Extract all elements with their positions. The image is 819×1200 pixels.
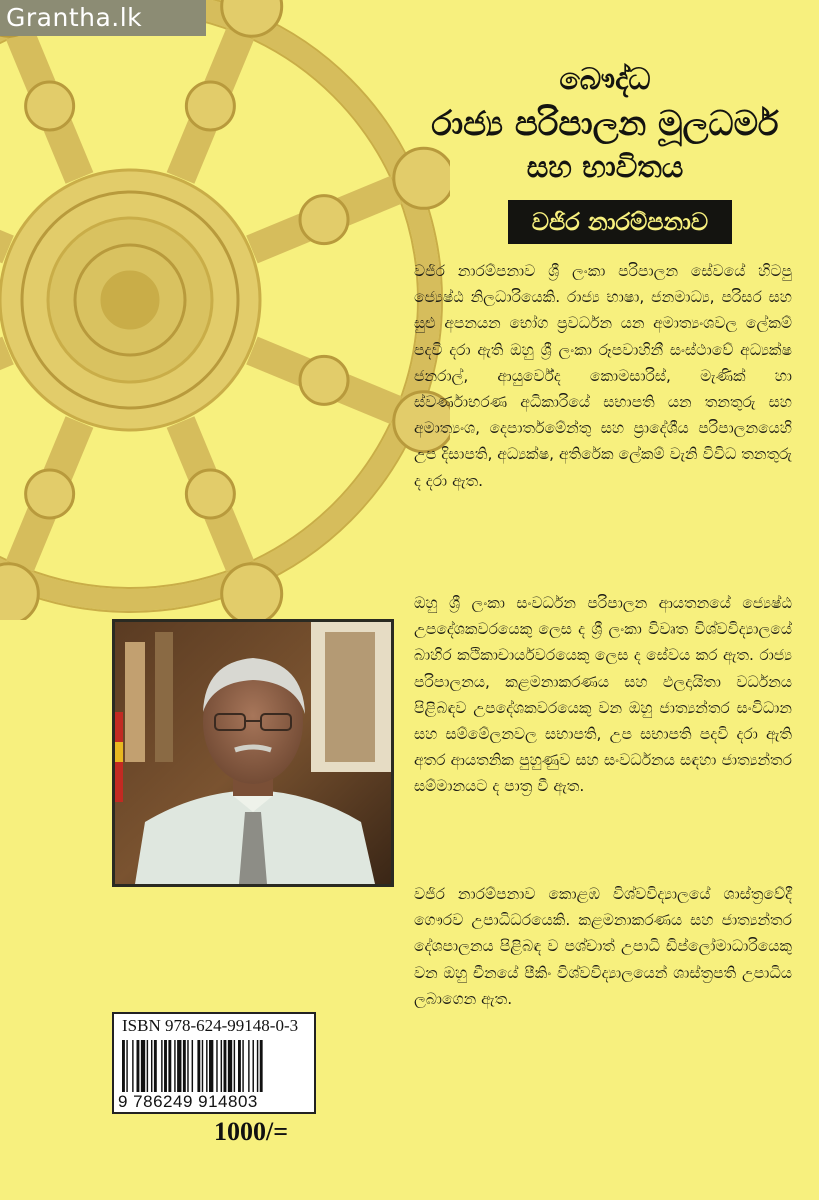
title-line-3: සහ භාවිතය — [526, 150, 684, 185]
author-name: වජිර නාරම්පනාව — [508, 200, 732, 244]
dharma-wheel-icon — [0, 0, 450, 620]
bio-paragraph-3: වජිර නාරම්පනාව කොළඹ විශ්වවිද්‍යාලයේ ශාස්ත්‍රවේදී ගෞරව උපාධිධරයෙකි. කළමනාකරණය සහ ජාත්‍යන්තර දේශපාලනය පිළිබඳ ව පශ්චාත් උපාධි ඩිප්ලෝමාධාරියෙකු වන ඔහු චීනයේ පීකිං විශ්වවිද්‍යාලයෙන් ශාස්ත්‍රපති උපාධිය ලබාගෙන ඇත. — [414, 885, 792, 1008]
watermark-logo: Grantha.lk — [0, 0, 206, 36]
book-title — [400, 58, 810, 190]
title-line-1: බෞද්ධ — [559, 62, 651, 97]
barcode-digits: 9 786249 914803 — [118, 1092, 258, 1111]
barcode-panel — [112, 1012, 316, 1114]
title-line-2: රාජ්‍ය පරිපාලන මූලධර්ම — [431, 104, 779, 144]
author-portrait-image — [115, 622, 391, 884]
author-photo — [112, 619, 394, 887]
barcode-icon — [122, 1040, 308, 1092]
isbn-label: ISBN 978-624-99148-0-3 — [122, 1016, 299, 1035]
bio-paragraph-2: ඔහු ශ්‍රී ලංකා සංවර්ධන පරිපාලන ආයතනයේ ජ්‍යෙෂ්ඨ උපදේශකවරයෙකු ලෙස ද ශ්‍රී ලංකා විවෘත විශ්වවිද්‍යාලයේ බාහිර කථිකාචාර්යවරයෙකු ලෙස ද සේවය කර ඇත. රාජ්‍ය පරිපාලනය, කළමනාකරණය සහ ඵලදායිතා වර්ධනය පිළිබඳව උපදේශකවරයෙකු වන ඔහු ජාත්‍යන්තර සංවිධාන සහ සම්මේලනවල සභාපති, උප සභාපති පදවි දරා ඇති අතර ආයතනික පුහුණුව සහ සංවර්ධනය සඳහා ජාත්‍යන්තර සම්මානයට ද පාත්‍ර වී ඇත. — [414, 594, 792, 796]
price-label: 1000/= — [214, 1117, 289, 1146]
bio-paragraph-1: වජිර නාරම්පනාව ශ්‍රී ලංකා පරිපාලන සේවයේ හිටපු ජ්‍යෙෂ්ඨ නිලධාරියෙකි. රාජ්‍ය භාෂා, ජනමාධ්‍ය, පරිසර සහ සුළු අපනයන භෝග ප්‍රවර්ධන යන අමාත්‍යංශවල ලේකම් පදවි දරා ඇති ඔහු ශ්‍රී ලංකා රූපවාහිනී සංස්ථාවේ අධ්‍යක්ෂ ජනරාල්, ආයුර්වේද කොමසාරිස්, මැණික් හා ස්වර්ණාභරණ අධිකාරියේ සභාපති යන තනතුරු සහ අමාත්‍යංශ, දෙපාර්තමේන්තු සහ ප්‍රාදේශීය පරිපාලනයෙහි උප දිසාපති, අධ්‍යක්ෂ, අතිරේක ලේකම් වැනි විවිධ තනතුරු ද දරා ඇත. — [414, 262, 792, 490]
